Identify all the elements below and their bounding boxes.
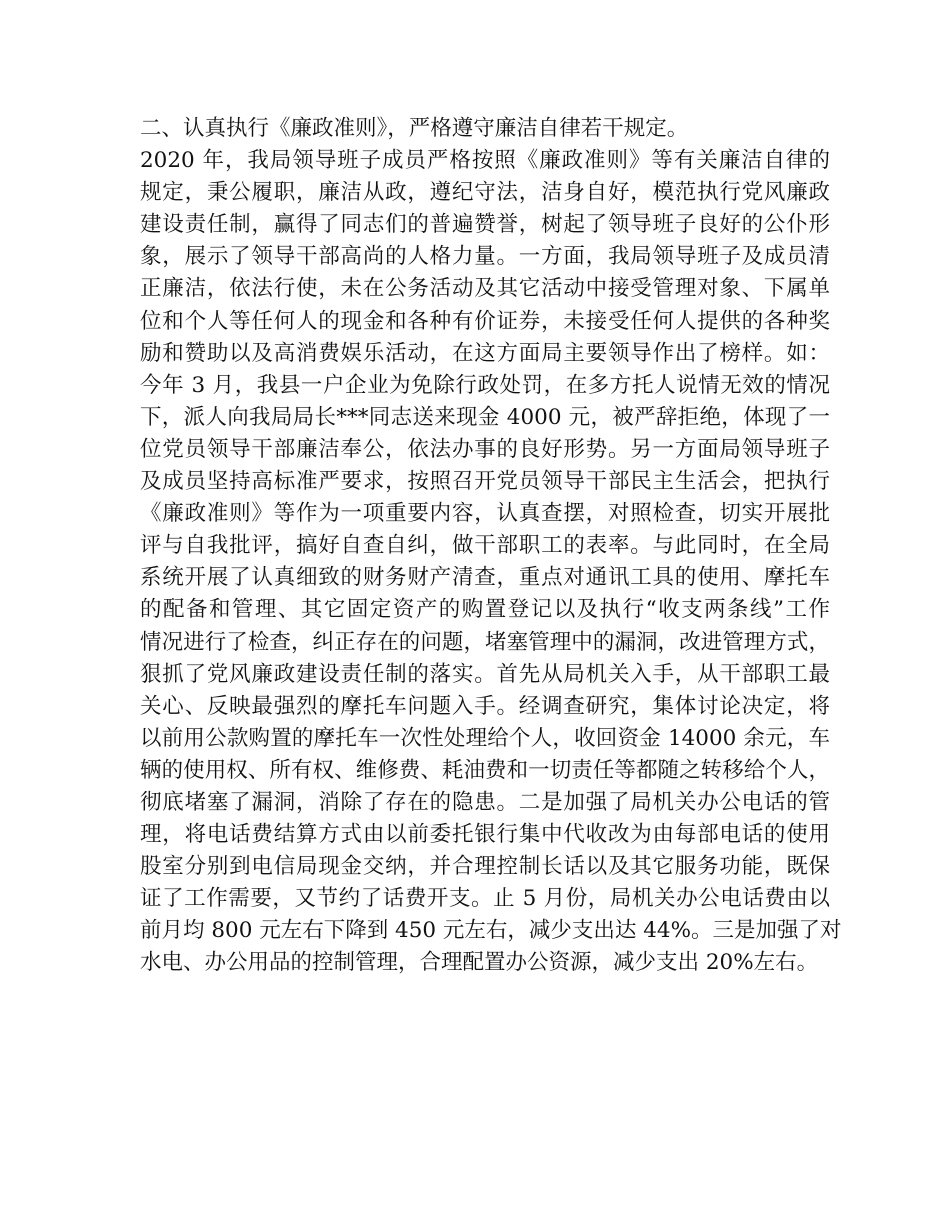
text-line: 理，将电话费结算方式由以前委托银行集中代收改为由每部电话的使用 bbox=[140, 822, 830, 848]
text-line: 评与自我批评，搞好自查自纠，做干部职工的表率。与此同时，在全局 bbox=[140, 533, 830, 559]
text-line: 《廉政准则》等作为一项重要内容，认真查摆，对照检查，切实开展批 bbox=[140, 501, 830, 527]
text-line: 彻底堵塞了漏洞，消除了存在的隐患。二是加强了局机关办公电话的管 bbox=[140, 789, 830, 815]
text-line-last: 水电、办公用品的控制管理，合理配置办公资源，减少支出 20%左右。 bbox=[140, 950, 819, 976]
text-line: 下，派人向我局局长***同志送来现金 4000 元，被严辞拒绝，体现了一 bbox=[140, 404, 830, 430]
text-line: 位和个人等任何人的现金和各种有价证券，未接受任何人提供的各种奖 bbox=[140, 308, 830, 334]
text-line: 情况进行了检查，纠正存在的问题，堵塞管理中的漏洞，改进管理方式， bbox=[140, 629, 830, 655]
text-line: 象，展示了领导干部高尚的人格力量。一方面，我局领导班子及成员清 bbox=[140, 244, 830, 270]
text-line: 及成员坚持高标准严要求，按照召开党员领导干部民主生活会，把执行 bbox=[140, 469, 830, 495]
body-text bbox=[140, 113, 842, 980]
text-line: 正廉洁，依法行使，未在公务活动及其它活动中接受管理对象、下属单 bbox=[140, 276, 830, 302]
text-line: 辆的使用权、所有权、维修费、耗油费和一切责任等都随之转移给个人， bbox=[140, 757, 830, 783]
text-line: 位党员领导干部廉洁奉公，依法办事的良好形势。另一方面局领导班子 bbox=[140, 436, 830, 462]
text-line: 的配备和管理、其它固定资产的购置登记以及执行“收支两条线”工作 bbox=[140, 597, 830, 623]
text-line: 以前用公款购置的摩托车一次性处理给个人，收回资金 14000 余元，车 bbox=[140, 725, 830, 751]
text-line: 励和赞助以及高消费娱乐活动，在这方面局主要领导作出了榜样。如： bbox=[140, 340, 830, 366]
text-line: 建设责任制，赢得了同志们的普遍赞誉，树起了领导班子良好的公仆形 bbox=[140, 212, 830, 238]
text-line: 证了工作需要，又节约了话费开支。止 5 月份，局机关办公电话费由以 bbox=[140, 886, 830, 912]
text-line: 规定，秉公履职，廉洁从政，遵纪守法，洁身自好，模范执行党风廉政 bbox=[140, 180, 830, 206]
section-heading: 二、认真执行《廉政准则》，严格遵守廉洁自律若干规定。 bbox=[140, 116, 689, 141]
text-line: 系统开展了认真细致的财务财产清查，重点对通讯工具的使用、摩托车 bbox=[140, 565, 830, 591]
text-line: 股室分别到电信局现金交纳，并合理控制长话以及其它服务功能，既保 bbox=[140, 854, 830, 880]
text-line: 2020 年，我局领导班子成员严格按照《廉政准则》等有关廉洁自律的 bbox=[140, 148, 830, 174]
text-line: 前月均 800 元左右下降到 450 元左右，减少支出达 44%。三是加强了对 bbox=[140, 918, 842, 944]
text-line: 狠抓了党风廉政建设责任制的落实。首先从局机关入手，从干部职工最 bbox=[140, 661, 830, 687]
text-line: 今年 3 月，我县一户企业为免除行政处罚，在多方托人说情无效的情况 bbox=[140, 372, 830, 398]
text-line: 关心、反映最强烈的摩托车问题入手。经调查研究，集体讨论决定，将 bbox=[140, 693, 830, 719]
